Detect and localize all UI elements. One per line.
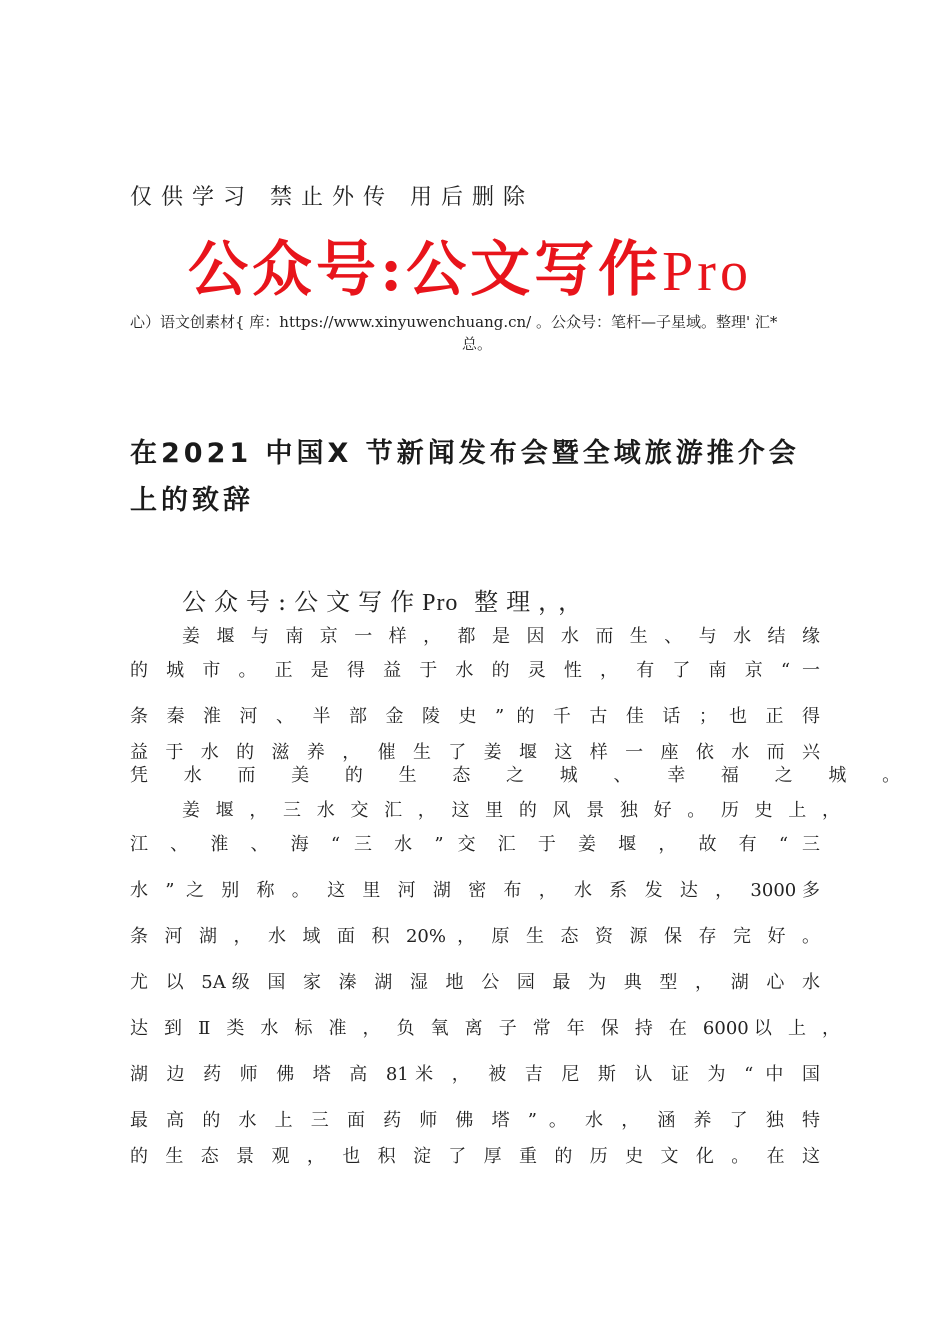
body-line: 江 、 淮 、 海 “ 三 水 ” 交 汇 于 姜 堰 ， 故 有 “ 三 (130, 834, 820, 855)
byline (182, 582, 590, 617)
brand-suffix: Pro (662, 241, 752, 303)
body-line: 条 河 湖 ， 水 域 面 积 20% ， 原 生 态 资 源 保 存 完 好 。 (130, 926, 820, 947)
byline-tail: 整理，， (474, 588, 591, 616)
body-line: 水 ” 之 别 称 。 这 里 河 湖 密 布 ， 水 系 发 达 ， 3000多 (130, 880, 820, 901)
body-line: 湖 边 药 师 佛 塔 高 81米 ， 被 吉 尼 斯 认 证 为 “ 中 国 (130, 1064, 820, 1085)
body-line: 尤 以 5A级 国 家 溱 湖 湿 地 公 园 最 为 典 型 ， 湖 心 水 (130, 972, 820, 993)
source-line-2: 总。 (462, 335, 493, 353)
source-line-1: 心）语文创素材{ 库：https://www.xinyuwenchuang.cn/ 。公众号：笔杆—子星域。整理' 汇* (130, 313, 778, 331)
body-line: 姜 堰 与 南 京 一 样 ， 都 是 因 水 而 生 、 与 水 结 缘 (182, 626, 820, 647)
body-line: 姜 堰 ， 三 水 交 汇 ， 这 里 的 风 景 独 好 。 历 史 上 ， (182, 800, 840, 821)
document-title-line-1: 在2021 中国X 节新闻发布会暨全域旅游推介会 (130, 438, 800, 469)
body-line: 凭 水 而 美 的 生 态 之 城 、 幸 福 之 城 。 (130, 765, 916, 786)
brand-banner (188, 222, 752, 308)
notice-text: 仅供学习 禁止外传 用后删除 (130, 185, 534, 210)
body-line: 条 秦 淮 河 、 半 部 金 陵 史 ” 的 千 古 佳 话 ； 也 正 得 (130, 706, 820, 727)
body-line: 的 城 市 。 正 是 得 益 于 水 的 灵 性 ， 有 了 南 京 “ 一 (130, 660, 820, 681)
body-line: 的 生 态 景 观 ， 也 积 淀 了 厚 重 的 历 史 文 化 。 在 这 (130, 1146, 820, 1167)
byline-suffix: Pro (422, 590, 459, 616)
brand-main: 公众号:公文写作 (188, 235, 663, 305)
document-title-line-2: 上的致辞 (130, 485, 254, 516)
body-line: 益 于 水 的 滋 养 ， 催 生 了 姜 堰 这 样 一 座 依 水 而 兴 (130, 742, 820, 763)
byline-prefix: 公众号:公文写作 (182, 588, 423, 616)
body-line: 达 到 Ⅱ 类 水 标 准 ， 负 氧 离 子 常 年 保 持 在 6000以 上 ， (130, 1018, 840, 1039)
body-line: 最 高 的 水 上 三 面 药 师 佛 塔 ” 。 水 ， 涵 养 了 独 特 (130, 1110, 820, 1131)
